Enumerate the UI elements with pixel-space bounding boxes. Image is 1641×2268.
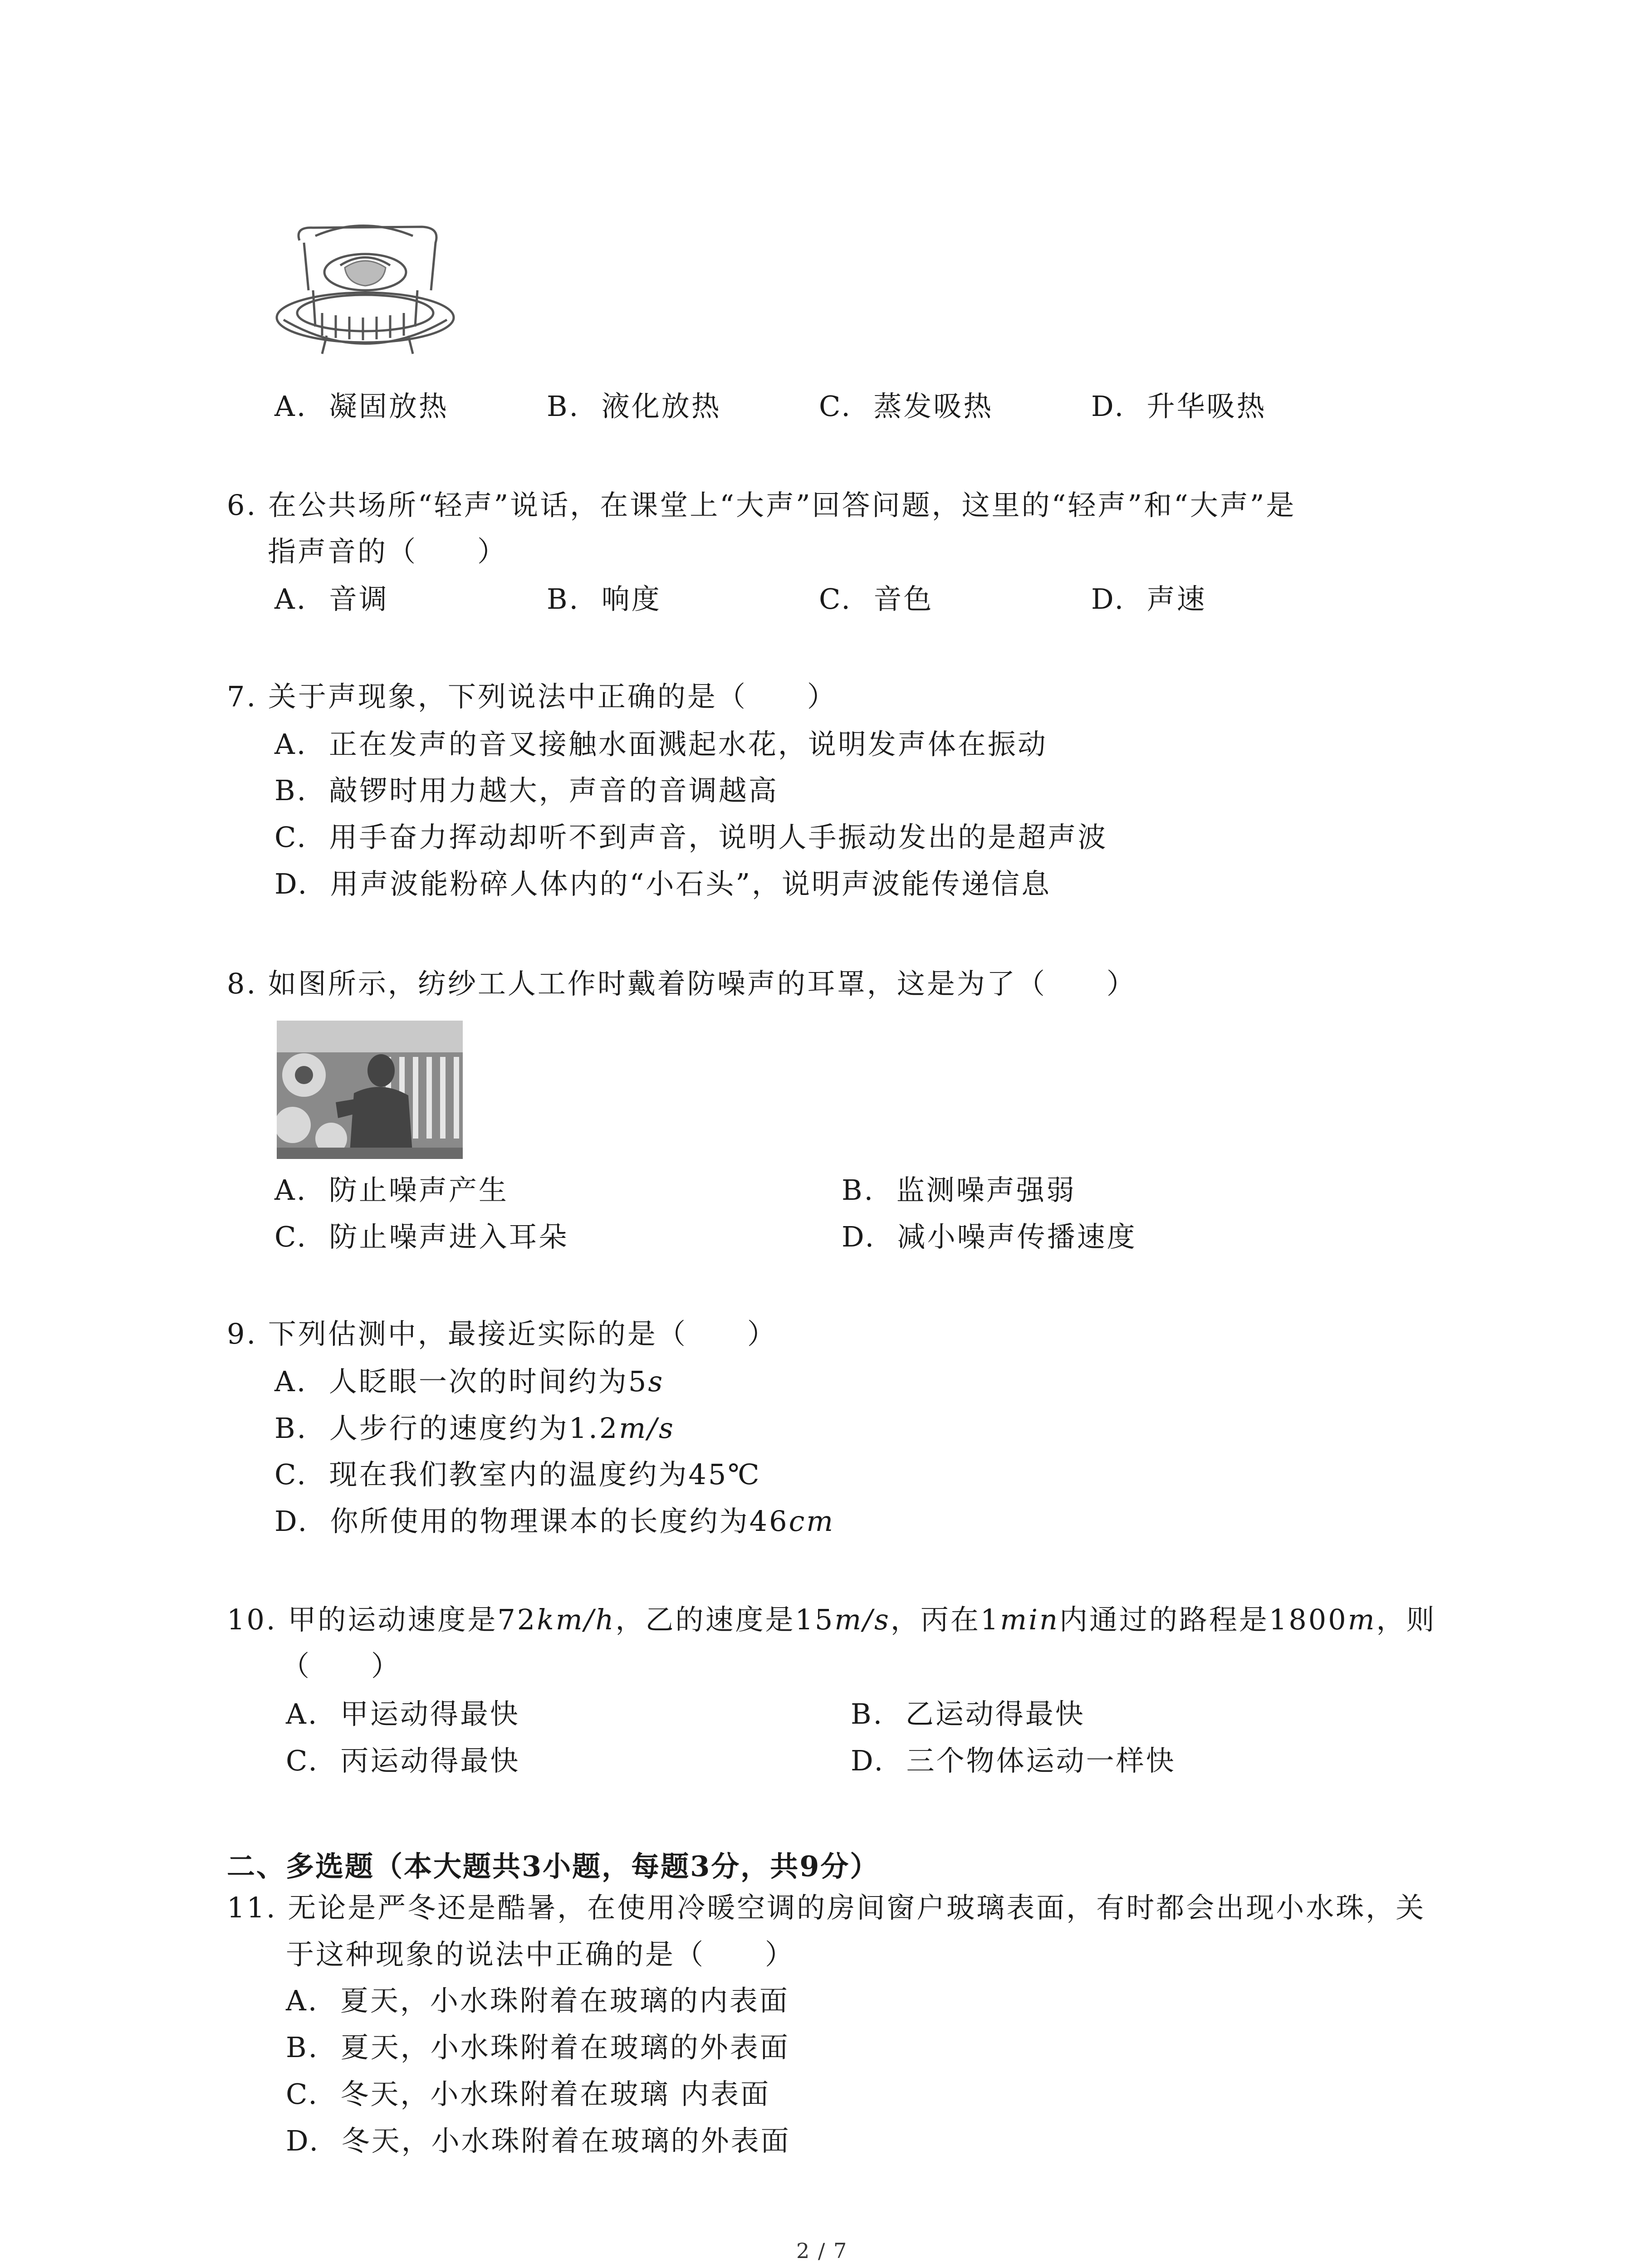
q9-option-c[interactable]: C. 现在我们教室内的温度约为45℃: [274, 1458, 761, 1491]
q7-option-c[interactable]: C. 用手奋力挥动却听不到声音，说明人手振动发出的是超声波: [274, 821, 1108, 854]
q5-option-c[interactable]: C. 蒸发吸热: [819, 390, 994, 423]
q10-option-b[interactable]: B. 乙运动得最快: [851, 1697, 1085, 1730]
q9-option-a[interactable]: A. 人眨眼一次的时间约为5s: [274, 1365, 665, 1398]
q11-option-c[interactable]: C. 冬天，小水珠附着在玻璃 内表面: [286, 2077, 771, 2111]
q6-option-b[interactable]: B. 响度: [547, 582, 661, 616]
q11-stem-line1: 11. 无论是严冬还是酷暑，在使用冷暖空调的房间窗户玻璃表面，有时都会出现小水珠，关: [227, 1891, 1426, 1924]
q9-option-b[interactable]: B. 人步行的速度约为1.2m/s: [274, 1412, 675, 1445]
q11-stem-line2: 于这种现象的说法中正确的是（ ）: [286, 1938, 795, 1971]
q5-option-b[interactable]: B. 液化放热: [547, 390, 721, 423]
q10-option-d[interactable]: D. 三个物体运动一样快: [851, 1744, 1176, 1777]
section-heading-multiple-choice: 二、多选题（本大题共3小题，每题3分，共9分）: [227, 1850, 880, 1883]
q10-stem-line1: 10. 甲的运动速度是72km/h，乙的速度是15m/s，丙在1min内通过的路程是1800m，则: [227, 1603, 1436, 1636]
q10-option-c[interactable]: C. 丙运动得最快: [286, 1744, 520, 1777]
q7-option-d[interactable]: D. 用声波能粉碎人体内的“小石头”，说明声波能传递信息: [274, 867, 1052, 900]
q8-option-a[interactable]: A. 防止噪声产生: [274, 1173, 509, 1207]
q7-option-a[interactable]: A. 正在发声的音叉接触水面溅起水花，说明发声体在振动: [274, 728, 1048, 761]
q5-option-a[interactable]: A. 凝固放热: [274, 390, 449, 423]
q8-option-c[interactable]: C. 防止噪声进入耳朵: [274, 1220, 569, 1253]
q6-option-a[interactable]: A. 音调: [274, 582, 389, 616]
q11-option-b[interactable]: B. 夏天，小水珠附着在玻璃的外表面: [286, 2031, 790, 2064]
q8-option-d[interactable]: D. 减小噪声传播速度: [842, 1220, 1137, 1253]
q10-stem-line2: （ ）: [281, 1649, 402, 1682]
q9-option-d[interactable]: D. 你所使用的物理课本的长度约为46cm: [274, 1505, 835, 1538]
q5-option-d[interactable]: D. 升华吸热: [1091, 390, 1267, 423]
q6-option-c[interactable]: C. 音色: [819, 582, 934, 616]
q6-stem-line2: 指声音的（ ）: [268, 535, 508, 568]
q11-option-d[interactable]: D. 冬天，小水珠附着在玻璃的外表面: [286, 2124, 791, 2157]
spinning-worker-photo: [277, 1021, 463, 1159]
q8-option-b[interactable]: B. 监测噪声强弱: [842, 1173, 1076, 1207]
q6-stem-line1: 6. 在公共场所“轻声”说话，在课堂上“大声”回答问题，这里的“轻声”和“大声”是: [227, 489, 1296, 522]
q10-option-a[interactable]: A. 甲运动得最快: [286, 1697, 520, 1730]
steamer-basket-figure: [272, 222, 463, 367]
page-number: 2 / 7: [796, 2239, 848, 2263]
q7-stem: 7. 关于声现象，下列说法中正确的是（ ）: [227, 680, 837, 713]
q7-option-b[interactable]: B. 敲锣时用力越大，声音的音调越高: [274, 774, 779, 807]
q8-stem: 8. 如图所示，纺纱工人工作时戴着防噪声的耳罩，这是为了（ ）: [227, 967, 1136, 1000]
q6-option-d[interactable]: D. 声速: [1091, 582, 1207, 616]
q9-stem: 9. 下列估测中，最接近实际的是（ ）: [227, 1317, 777, 1350]
q11-option-a[interactable]: A. 夏天，小水珠附着在玻璃的内表面: [286, 1984, 789, 2017]
